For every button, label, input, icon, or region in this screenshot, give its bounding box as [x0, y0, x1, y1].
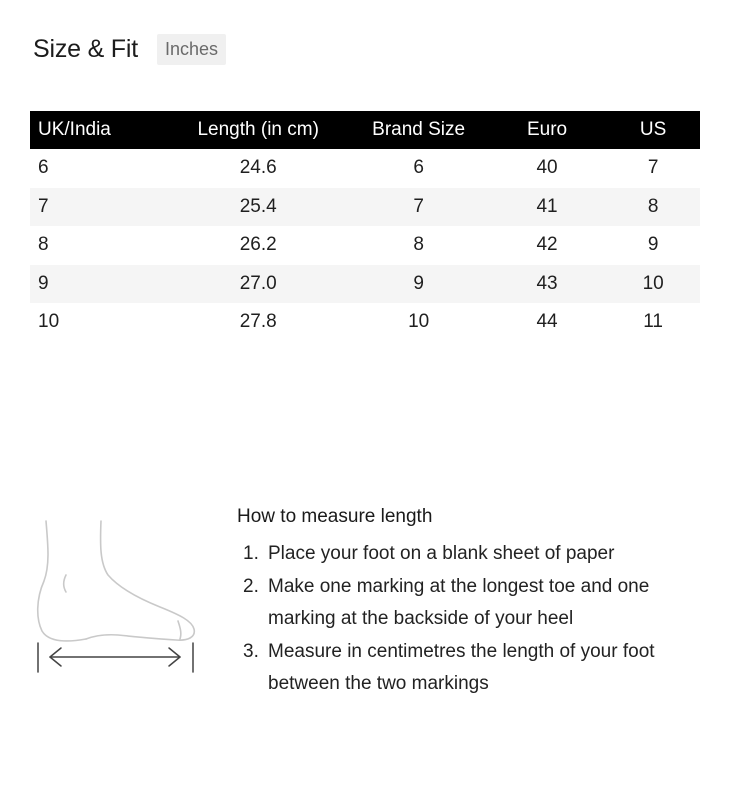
step-text: Make one marking at the longest toe and one marking at the backside of your heel	[268, 575, 650, 629]
column-header-brand-size: Brand Size	[349, 111, 487, 149]
cell-length: 27.0	[167, 265, 350, 304]
step-text: Measure in centimetres the length of your foot between the two markings	[268, 640, 655, 694]
column-header-uk-india: UK/India	[30, 111, 167, 149]
cell-uk-india: 6	[38, 157, 49, 179]
table-row	[30, 149, 700, 188]
cell-uk-india: 9	[30, 265, 167, 304]
measure-steps-list	[237, 538, 707, 701]
measure-instructions	[237, 506, 707, 701]
step-text: Place your foot on a blank sheet of paper	[268, 543, 615, 564]
cell-uk-india: 10	[38, 311, 60, 333]
cell-us: 7	[647, 157, 659, 179]
cell-euro: 43	[488, 265, 606, 304]
cell-us: 11	[643, 311, 663, 333]
cell-length: 27.8	[239, 311, 277, 333]
cell-euro: 41	[488, 188, 606, 227]
double-headed-arrow-icon	[38, 643, 193, 672]
measure-heading: How to measure length	[237, 506, 433, 527]
cell-us: 9	[647, 234, 659, 256]
list-item	[237, 571, 707, 636]
table-row	[30, 188, 700, 227]
table-row	[30, 303, 700, 342]
cell-brand-size: 9	[349, 265, 487, 304]
cell-uk-india: 7	[30, 188, 167, 227]
table-row	[30, 226, 700, 265]
table-row	[30, 265, 700, 304]
inches-toggle-button[interactable]: Inches	[157, 34, 226, 65]
cell-brand-size: 6	[413, 157, 424, 179]
cell-brand-size: 10	[408, 311, 430, 333]
table-header-row	[30, 111, 700, 149]
column-header-us: US	[606, 111, 700, 149]
cell-euro: 44	[536, 311, 558, 333]
step-number: 1.	[243, 543, 259, 564]
size-fit-header	[33, 34, 226, 65]
cell-euro: 40	[536, 157, 558, 179]
cell-uk-india: 8	[38, 234, 49, 256]
size-chart-table	[30, 111, 700, 342]
foot-measure-illustration	[30, 515, 205, 680]
step-number: 2.	[243, 575, 259, 597]
cell-us: 8	[606, 188, 700, 227]
cell-brand-size: 8	[413, 234, 424, 256]
foot-outline-icon	[30, 515, 205, 680]
cell-us: 10	[606, 265, 700, 304]
list-item	[237, 538, 707, 571]
cell-euro: 42	[536, 234, 558, 256]
column-header-length: Length (in cm)	[167, 111, 350, 149]
cell-length: 24.6	[239, 157, 277, 179]
cell-length: 25.4	[167, 188, 350, 227]
cell-brand-size: 7	[349, 188, 487, 227]
cell-length: 26.2	[239, 234, 277, 256]
step-number: 3.	[243, 640, 259, 662]
page-title: Size & Fit	[33, 35, 138, 63]
list-item	[237, 636, 707, 701]
column-header-euro: Euro	[488, 111, 606, 149]
